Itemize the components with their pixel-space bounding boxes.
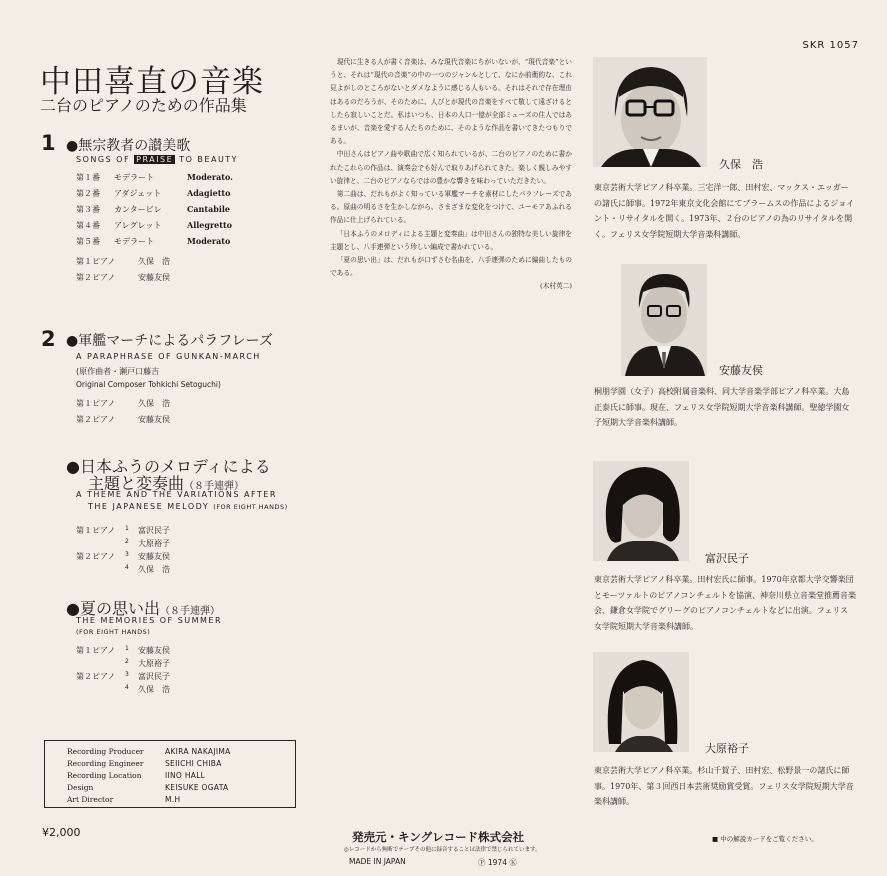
piece-4-english-note: (FOR EIGHT HANDS) <box>76 628 151 636</box>
movement-no: 第４番 <box>76 221 100 230</box>
album-subtitle: 二台のピアノのための作品集 <box>40 96 247 115</box>
piece-2-performers: 第１ピアノ 久保 浩 第２ピアノ 安藤友侯 <box>76 399 170 424</box>
artist-photo-tomizawa <box>593 461 689 561</box>
credits-box <box>44 740 296 808</box>
piece-1-number: 1 <box>41 131 56 155</box>
artist-name: 富沢民子 <box>705 552 749 565</box>
piece-4-english: THE MEMORIES OF SUMMER <box>76 616 223 625</box>
piece-2-title: ●軍艦マーチによるパラフレーズ <box>66 333 273 349</box>
movement-jp: カンタービレ <box>114 205 162 214</box>
movement-no: 第１番 <box>76 173 100 182</box>
liner-paragraph: 「日本ふうのメロディによる主題と変奏曲」は中田さんの独特な美しい旋律を主題とし、八手連弾という珍しい編成で書かれている。 <box>330 229 572 251</box>
catalog-number: SKR 1057 <box>802 40 859 51</box>
phonogram-year: Ⓟ 1974 Ⓚ <box>478 858 517 867</box>
movement-no: 第３番 <box>76 205 100 214</box>
artist-bio: 東京芸術大学ピアノ科卒業。三宅洋一郎、田村宏、マックス・エッガーの諸氏に師事。1972年東京文化会館にてブラームスの作品によるジョイント・リサイタルを開く。1973年、２台のピアノの為のリサイタルを開く。フェリス女学院短期大学音楽科講師。 <box>594 183 855 239</box>
artist-bio: 桐朋学園（女子）高校附属音楽科、同大学音楽学部ピアノ科卒業。大島正泰氏に師事。現在、フェリス女学院短期大学音楽科講師。聖徳学園女子短期大学音楽科講師。 <box>594 387 850 427</box>
piece-4-performers: 第１ピアノ 1 安藤友侯 2 大原裕子 第２ピアノ 3 富沢民子 4 久保 浩 <box>76 645 170 694</box>
liner-author: (木村英二) <box>540 282 572 291</box>
credit-row: Recording Producer AKIRA NAKAJIMA <box>67 747 231 756</box>
piece-3-english-line1: A THEME AND THE VARIATIONS AFTER <box>76 490 277 499</box>
piece-2-english: A PARAPHRASE OF GUNKAN-MARCH <box>76 352 261 361</box>
piece-3-title-line1: ●日本ふうのメロディによる <box>66 457 271 476</box>
copy-notice: ◎レコードから無断でテープその他に録音することは法律で禁じられています。 <box>344 847 541 853</box>
movement-jp: アダジェット <box>114 189 162 198</box>
piece-2-original-jp: (原作曲者・瀬戸口藤吉 <box>76 367 160 376</box>
piece-2-number: 2 <box>41 327 56 351</box>
artist-name: 久保 浩 <box>719 158 763 171</box>
artist-name: 安藤友侯 <box>719 364 763 377</box>
credit-row: Design KEISUKE OGATA <box>67 783 229 792</box>
piece-1-movements <box>76 172 276 252</box>
piece-2-original-en: Original Composer Tohkichi Setoguchi) <box>76 380 221 389</box>
price: ¥2,000 <box>42 826 81 839</box>
piece-1-english: SONGS OF PRAISE TO BEAUTY <box>76 155 239 164</box>
movement-no: 第２番 <box>76 189 100 198</box>
movement-jp: モデラート <box>114 237 154 246</box>
artist-photo-ohara <box>593 652 689 752</box>
piece-3-title-line2: 主題と変奏曲（８手連弾） <box>88 474 245 493</box>
liner-paragraph: 第二曲は、だれもがよく知っている軍艦マーチを素材にしたパラフレーズである。原曲の明るさを生かしながら、さまざまな変化をつけて、ユーモアあふれる作品に仕上げられている。 <box>330 190 572 225</box>
movement-tempo: Adagietto <box>187 188 231 198</box>
liner-paragraph: 「夏の思い出」は、だれもが口ずさむ名曲を、八手連弾のために編曲したものである。 <box>330 256 572 278</box>
movement-tempo: Cantabile <box>187 204 231 214</box>
piece-3-english-line2: THE JAPANESE MELODY (FOR EIGHT HANDS) <box>88 502 288 511</box>
movement-tempo: Allegretto <box>187 220 232 230</box>
credit-row: Recording Engineer SEIICHI CHIBA <box>67 759 222 768</box>
liner-paragraph: 中田さんはピアノ曲や歌曲で広く知られているが、二台のピアノのために書かれたこれらの作品は、演奏会でも好んで取りあげられてきた。楽しく親しみやすい旋律と、二台のピアノならではの豊かな響きを味わっていただきたい。 <box>330 150 572 185</box>
movement-tempo: Moderato <box>187 236 231 246</box>
card-note: ■ 中の解説カードをご覧ください。 <box>712 835 818 843</box>
movement-jp: アレグレット <box>114 221 162 230</box>
made-in: MADE IN JAPAN <box>349 857 406 866</box>
artist-bio: 東京芸術大学ピアノ科卒業。杉山千賀子、田村宏、松野景一の諸氏に師事。1970年、第３回西日本芸術奨励賞受賞。フェリス女学院短期大学音楽科講師。 <box>594 766 854 806</box>
artist-photo-kubo <box>593 57 707 167</box>
piece-1-performers: 第１ピアノ 久保 浩 第２ピアノ 安藤友侯 <box>76 257 170 282</box>
label-maker: 発売元・キングレコード株式会社 <box>352 830 525 844</box>
piece-3-performers: 第１ピアノ 1 富沢民子 2 大原裕子 第２ピアノ 3 安藤友侯 4 久保 浩 <box>76 525 170 574</box>
liner-notes <box>330 56 572 294</box>
piece-1-title: ●無宗教者の讃美歌 <box>66 138 191 154</box>
artist-bio: 東京芸術大学ピアノ科卒業。田村宏氏に師事。1970年京都大学交響楽団とモーツァルトのピアノコンチェルトを協演、神奈川県立音楽堂推薦音楽会、鎌倉女学院でグリーグのピアノコンチェルトなどに出演。フェリス女学院短期大学音楽科講師。 <box>594 575 856 631</box>
credit-row: Art Director M.H <box>67 795 181 804</box>
piece-4-title: ●夏の思い出（８手連弾） <box>66 599 220 618</box>
artist-photo-ando <box>621 264 707 376</box>
movement-no: 第５番 <box>76 237 100 246</box>
album-title: 中田喜直の音楽 <box>40 64 264 100</box>
credit-row: Recording Location IINO HALL <box>67 771 206 780</box>
artist-name: 大原裕子 <box>705 742 749 755</box>
movement-tempo: Moderato. <box>187 172 233 182</box>
liner-paragraph: 現代に生きる人が書く音楽は、みな現代音楽にちがいないが、“現代音楽”というと、それは“現代の音楽”の中の一つのジャンルとして、なにか前衛的な、これ見よがしのところがないとダメなように感じる人もいる。それはそれで存在理由はあるのだろうが、そのために、人びとが現代の音楽をすべて敬して遠ざけるとしたら寂しいことだ。私はいつも、日本の人口一億が全部ミューズの住人ではあるまいが、音楽を愛する人たちのために、そのような作品を書いてきたつもりである。 <box>330 58 572 146</box>
movement-jp: モデラート <box>114 173 154 182</box>
